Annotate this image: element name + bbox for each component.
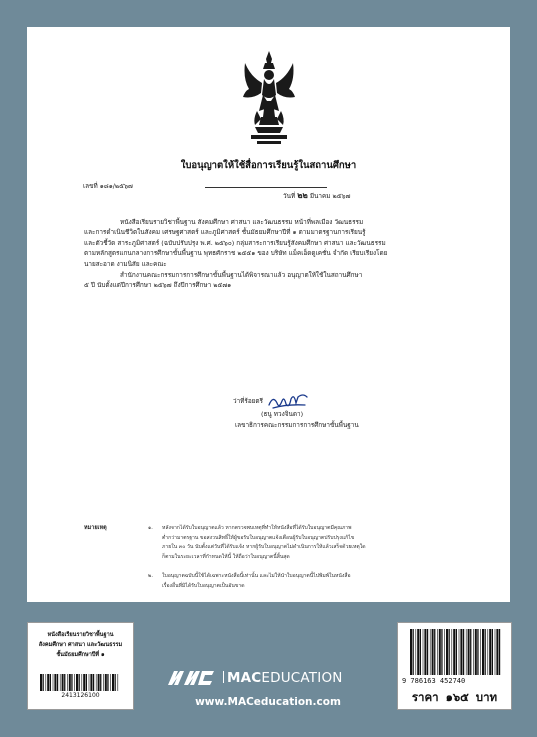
barcode-bar [485,629,486,675]
book-price: ราคา ๑๖๕ บาท [411,690,498,704]
remark-number-1: ๑. [148,525,153,531]
barcode-bar [76,674,78,691]
barcode-bar [492,629,493,675]
paragraph-line: นายสะอาด งามนิสัย และคณะ [84,259,167,268]
title-underline [205,187,327,188]
barcode-bar [434,629,435,675]
barcode-bar [57,674,58,691]
barcode-bar [489,629,491,675]
date-month-year: มีนาคม ๒๕๖๗ [309,192,351,200]
barcode-bar [47,674,49,691]
barcode-bar [83,674,85,691]
barcode-bar [71,674,72,691]
barcode-bar [60,674,61,691]
barcode-bar [470,629,471,675]
barcode-bar [475,629,477,675]
license-document [27,27,510,602]
barcode-bar [480,629,481,675]
barcode-bar [79,674,80,691]
isbn-digits: 9 786163 452740 [402,677,466,685]
barcode-bar [460,629,462,675]
barcode-bar [54,674,56,691]
publisher-name [220,670,343,686]
barcode-bar [456,629,457,675]
remark-item-2 [162,572,351,591]
barcode-bar [413,629,414,675]
barcode-bar [420,629,421,675]
barcode-bar [100,674,101,691]
barcode-bar [424,629,426,675]
barcode-bar [67,674,68,691]
paragraph-line: และการดำเนินชีวิตในสังคม เศรษฐศาสตร์ และภูมิศาสตร์ ชั้นมัธยมศึกษาปีที่ ๑ ตามมาตรฐานการเรียนรู้ [84,228,366,237]
remark-line: หลังจากได้รับใบอนุญาตแล้ว หากตรวจพบเหตุที่ทำให้หนังสือที่ได้รับใบอนุญาตมีคุณภาพ [162,525,352,531]
barcode-bar [432,629,434,675]
publisher-name-bold: MAC [227,670,262,686]
barcode-bar [74,674,75,691]
publisher-brand [168,670,368,688]
barcode-bar [427,629,428,675]
barcode-bar [482,629,484,675]
barcode-bar [90,674,92,691]
publisher-name-rest: EDUCATION [261,670,343,686]
book-title-label [27,622,134,710]
signature-title: ว่าที่ร้อยตรี [233,397,263,405]
license-number: เลขที่ ๑๘๑/๒๕๖๗ [83,182,133,190]
barcode-bar [93,674,94,691]
barcode-bar [82,674,83,691]
price-barcode-label [397,622,512,710]
barcode-bar [98,674,100,691]
book-code: 2413126100 [61,692,100,699]
barcode-bar [107,674,108,691]
date-day: ๒๒ [297,191,308,200]
paragraph-line: และตัวชี้วัด สาระภูมิศาสตร์ (ฉบับปรับปรุง พ.ศ. ๒๕๖๐) กลุ่มสาระการเรียนรู้สังคมศึกษา ศาสนา และวัฒนธรรม [84,238,386,247]
barcode-bar [441,629,442,675]
book-title-line: หนังสือเรียนรายวิชาพื้นฐาน [47,632,114,638]
barcode-bar [439,629,441,675]
barcode-bar [86,674,87,691]
barcode-bar [473,629,474,675]
remark-item-1 [162,524,366,562]
barcode-bar [452,629,453,675]
barcode-bar [50,674,51,691]
barcode-bar [423,629,424,675]
book-title-line: สังคมศึกษา ศาสนา และวัฒนธรรม [38,642,123,648]
document-title: ใบอนุญาตให้ใช้สื่อการเรียนรู้ในสถานศึกษา [180,160,357,171]
barcode-bar [459,629,460,675]
barcode-bar [466,629,467,675]
barcode-bar [417,629,419,675]
isbn-barcode [410,629,502,675]
paragraph-line: ๕ ปี นับตั้งแต่ปีการศึกษา ๒๕๖๗ ถึงปีการศึกษา ๒๕๗๑ [84,281,232,290]
barcode-bar [69,674,71,691]
barcode-bar [46,674,47,691]
book-code-barcode [40,674,120,691]
barcode-bar [105,674,107,691]
paragraph-book-description [84,217,387,269]
barcode-bar [115,674,116,691]
barcode-bar [496,629,498,675]
remark-line: ใบอนุญาตฉบับนี้ใช้ได้เฉพาะหนังสือนี้เท่านั้น และไม่ให้นำใบอนุญาตนี้ไปพิมพ์ในหนังสือ [162,573,351,579]
barcode-bar [449,629,450,675]
barcode-bar [103,674,104,691]
barcode-bar [463,629,464,675]
remarks-label: หมายเหตุ [84,525,107,531]
remark-line: ก็ตามในระยะเวลาที่กำหนดให้นี้ ให้ถือว่าใบอนุญาตนี้สิ้นสุด [162,553,290,560]
barcode-bar [495,629,496,675]
signatory-position: เลขาธิการคณะกรรมการการศึกษาขั้นพื้นฐาน [235,421,359,429]
remark-number-2: ๒. [148,573,153,579]
paragraph-line: สำนักงานคณะกรรมการการศึกษาขั้นพื้นฐานได้พิจารณาแล้ว อนุญาตให้ใช้ในสถานศึกษา [120,271,363,279]
barcode-bar [40,674,42,691]
barcode-bar [416,629,417,675]
barcode-bar [53,674,54,691]
mac-logo-icon [168,671,216,685]
date-prefix: วันที่ [283,192,296,200]
barcode-bar [468,629,470,675]
barcode-bar [444,629,445,675]
barcode-bar [118,674,119,691]
paragraph-approval [84,270,362,291]
brand-divider [223,671,224,683]
barcode-bar [488,629,489,675]
signatory-name: (ธนู ทวงจินดา) [261,410,304,418]
barcode-bar [96,674,97,691]
barcode-bar [453,629,455,675]
barcode-bar [437,629,438,675]
barcode-bar [499,629,500,675]
book-title-lines [28,630,133,660]
garuda-emblem-icon [241,49,297,147]
paragraph-line: ตามหลักสูตรแกนกลางการศึกษาขั้นพื้นฐาน พุทธศักราช ๒๕๕๑ ของ บริษัท แม็คเอ็ดดูเคชั่น จำกัด เรียบเรียงโดย [84,249,388,258]
barcode-bar [112,674,114,691]
barcode-bar [477,629,478,675]
remark-line: ภายใน ๓๐ วัน นับตั้งแต่วันที่ได้รับแจ้ง หากผู้รับใบอนุญาตไม่ดำเนินการให้แล้วเสร็จด้วยเหตุใด [162,544,366,551]
publisher-website: www.MACeducation.com [195,696,341,708]
remark-line: ต่ำกว่ามาตรฐาน ขอสงวนสิทธิ์ให้ผู้ขอรับใบอนุญาตแจ้งเตือนผู้รับใบอนุญาตปรับปรุงแก้ไข [162,534,355,541]
license-date [283,191,350,201]
barcode-bar [62,674,64,691]
barcode-bar [446,629,448,675]
barcode-bar [64,674,65,691]
barcode-bar [410,629,412,675]
paragraph-line: หนังสือเรียนรายวิชาพื้นฐาน สังคมศึกษา ศาสนา และวัฒนธรรม หน้าที่พลเมือง วัฒนธรรม [120,218,364,226]
remark-line: เรื่องอื่นที่มิได้รับใบอนุญาตเป็นอันขาด [162,582,245,589]
barcode-bar [110,674,111,691]
book-title-line: ชั้นมัธยมศึกษาปีที่ ๑ [56,652,105,658]
barcode-bar [43,674,44,691]
barcode-bar [430,629,431,675]
barcode-bar [89,674,90,691]
